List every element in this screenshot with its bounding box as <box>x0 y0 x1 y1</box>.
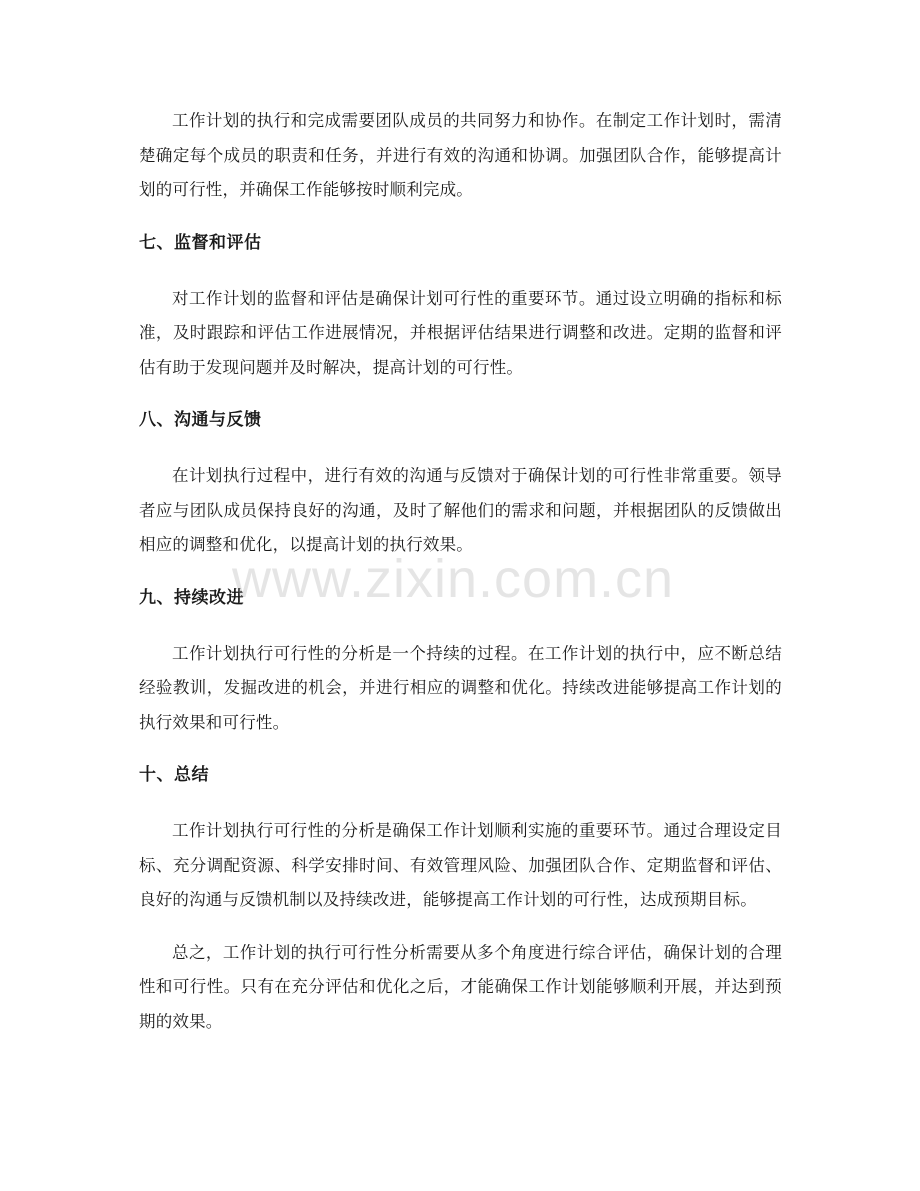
intro-paragraph: 工作计划的执行和完成需要团队成员的共同努力和协作。在制定工作计划时，需清楚确定每个成员的职责和任务，并进行有效的沟通和协调。加强团队合作，能够提高计划的可行性，并确保工作能够按时顺利完成。 <box>139 111 782 199</box>
section-heading-communication: 八、沟通与反馈 <box>139 410 262 430</box>
section-paragraph-communication: 在计划执行过程中，进行有效的沟通与反馈对于确保计划的可行性非常重要。领导者应与团队成员保持良好的沟通，及时了解他们的需求和问题，并根据团队的反馈做出相应的调整和优化，以提高计划的执行效果。 <box>139 466 782 554</box>
section-paragraph-summary: 工作计划执行可行性的分析是确保工作计划顺利实施的重要环节。通过合理设定目标、充分调配资源、科学安排时间、有效管理风险、加强团队合作、定期监督和评估、良好的沟通与反馈机制以及持续改进，能够提高工作计划的可行性，达成预期目标。 <box>139 821 782 909</box>
watermark: www.zixin.com.cn <box>232 549 675 609</box>
section-heading-improvement: 九、持续改进 <box>139 587 244 608</box>
section-heading-supervision: 七、监督和评估 <box>139 232 262 253</box>
closing-paragraph: 总之，工作计划的执行可行性分析需要从多个角度进行综合评估，确保计划的合理性和可行性。只有在充分评估和优化之后，才能确保工作计划能够顺利开展，并达到预期的效果。 <box>139 942 782 1031</box>
section-paragraph-improvement: 工作计划执行可行性的分析是一个持续的过程。在工作计划的执行中，应不断总结经验教训，发掘改进的机会，并进行相应的调整和优化。持续改进能够提高工作计划的执行效果和可行性。 <box>139 643 782 732</box>
section-heading-summary: 十、总结 <box>139 765 209 785</box>
document-body <box>139 104 782 1039</box>
section-paragraph-supervision: 对工作计划的监督和评估是确保计划可行性的重要环节。通过设立明确的指标和标准，及时跟踪和评估工作进展情况，并根据评估结果进行调整和改进。定期的监督和评估有助于发现问题并及时解决，提高计划的可行性。 <box>139 288 782 377</box>
